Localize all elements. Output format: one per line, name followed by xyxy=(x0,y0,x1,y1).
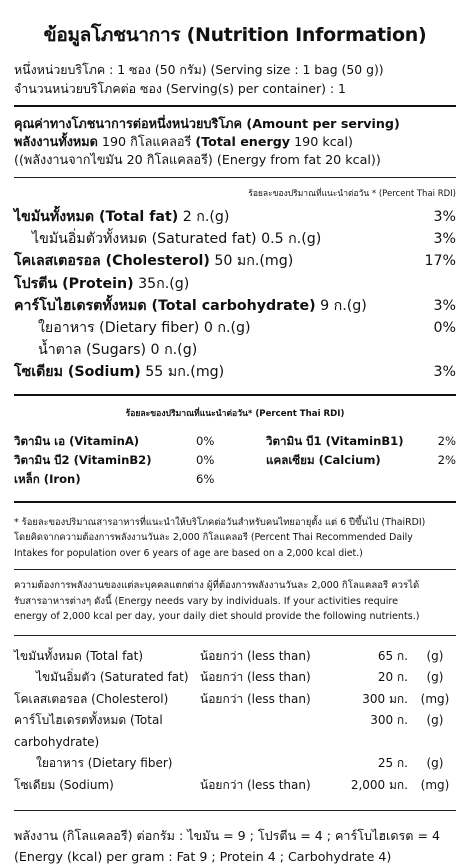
energy-label: พลังงานทั้งหมด xyxy=(14,134,98,149)
vitamin-name: วิตามิน เอ (VitaminA) xyxy=(14,433,140,448)
daily-value-val: 20 ก. xyxy=(377,670,408,685)
daily-value-cmp: น้อยกว่า (less than) xyxy=(200,691,311,706)
daily-value-unit: (g) xyxy=(426,670,444,685)
nutrient-percent: 17% xyxy=(424,253,456,270)
vitamin-percent xyxy=(428,470,456,489)
daily-value-cmp: น้อยกว่า (less than) xyxy=(200,648,311,663)
daily-value-row xyxy=(14,646,456,668)
servings-per-container: จำนวนหน่วยบริโภคต่อ ซอง (Serving(s) per container) : 1 xyxy=(14,81,346,96)
nutrient-name xyxy=(38,339,197,361)
nutrient-amount: 50 มก.(mg) xyxy=(209,253,294,270)
label-title: ข้อมูลโภชนาการ (Nutrition Information) xyxy=(43,24,427,46)
energy-per-gram-thai: พลังงาน (กิโลแคลอรี) ต่อกรัม : ไขมัน = 9 ; โปรตีน = 4 ; คาร์โบไฮเดรต = 4 xyxy=(14,828,441,844)
vitamin-name xyxy=(266,470,428,489)
nutrient-row xyxy=(14,317,456,339)
daily-value-val: 65 ก. xyxy=(377,648,408,663)
vitamin-table xyxy=(14,432,456,489)
daily-value-name: ใยอาหาร (Dietary fiber) xyxy=(36,756,173,771)
daily-value-row xyxy=(14,775,456,797)
vitamin-name: แคลเซียม (Calcium) xyxy=(266,452,381,467)
energy-value: 190 กิโลแคลอรี xyxy=(97,134,196,149)
daily-value-row xyxy=(14,753,456,775)
nutrient-row xyxy=(14,295,456,317)
nutrient-row xyxy=(14,228,456,250)
nutrient-amount: ไขมันอิ่มตัวทั้งหมด (Saturated fat) 0.5 ก.(g) xyxy=(32,231,322,248)
footnote-line: * ร้อยละของปริมาณสารอาหารที่แนะนำให้บริโภคต่อวันสำหรับคนไทยอายุตั้ง แต่ 6 ปีขึ้นไป (ThaiRDI) xyxy=(14,516,426,528)
nutrient-percent: 3% xyxy=(433,231,456,248)
vitamin-percent: 6% xyxy=(196,471,215,486)
amount-heading: คุณค่าทางโภชนาการต่อหนึ่งหน่วยบริโภค (Amount per serving) xyxy=(14,116,400,131)
vitamin-header: ร้อยละของปริมาณที่แนะนำต่อวัน* (Percent Thai RDI) xyxy=(14,394,456,420)
daily-value-unit: (g) xyxy=(426,648,444,663)
percent-rdi-header: ร้อยละของปริมาณที่แนะนำต่อวัน * (Percent Thai RDI) xyxy=(14,177,456,200)
energy-label-en: (Total energy xyxy=(195,134,291,149)
nutrient-row xyxy=(14,206,456,228)
nutrient-row xyxy=(14,361,456,383)
serving-size: หนึ่งหน่วยบริโภค : 1 ซอง (50 กรัม) (Serving size : 1 bag (50 g)) xyxy=(14,62,384,77)
nutrient-name xyxy=(14,250,293,272)
requirement-line: ความต้องการพลังงานของแต่ละบุคคลแตกต่าง ผู้ที่ต้องการพลังงานวันละ 2,000 กิโลแคลอรี ควรได้ xyxy=(14,580,420,592)
vitamin-percent: 0% xyxy=(196,452,215,467)
nutrient-name xyxy=(32,228,321,250)
daily-value-row xyxy=(14,710,456,753)
nutrient-label: โคเลสเตอรอล (Cholesterol) xyxy=(14,253,210,270)
nutrient-label: โซเดียม (Sodium) xyxy=(14,364,141,381)
energy-per-gram-en: (Energy (kcal) per gram : Fat 9 ; Protein 4 ; Carbohydrate 4) xyxy=(14,849,392,865)
nutrient-name xyxy=(14,273,189,295)
amount-per-serving xyxy=(14,105,456,169)
nutrient-percent: 3% xyxy=(433,209,456,225)
nutrient-amount: 2 ก.(g) xyxy=(178,209,230,225)
daily-value-val: 300 ก. xyxy=(370,713,408,728)
nutrient-percent: 3% xyxy=(433,297,456,314)
nutrient-name xyxy=(14,206,229,228)
daily-value-unit: (mg) xyxy=(420,691,450,706)
nutrient-amount: ใยอาหาร (Dietary fiber) 0 ก.(g) xyxy=(38,320,251,337)
daily-values-table xyxy=(14,635,456,797)
nutrient-amount: น้ำตาล (Sugars) 0 ก.(g) xyxy=(38,342,198,359)
daily-value-val: 2,000 มก. xyxy=(350,777,408,792)
serving-info xyxy=(14,60,456,98)
vitamin-name: วิตามิน บี1 (VitaminB1) xyxy=(266,433,404,448)
daily-value-name: โคเลสเตอรอล (Cholesterol) xyxy=(14,691,169,706)
daily-value-name: ไขมันอิ่มตัว (Saturated fat) xyxy=(36,670,189,685)
daily-value-row xyxy=(14,689,456,711)
footnote-line: Intakes for population over 6 years of age are based on a 2,000 kcal diet.) xyxy=(14,547,363,559)
nutrient-amount: 9 ก.(g) xyxy=(315,297,367,314)
daily-value-cmp xyxy=(200,753,324,775)
daily-value-unit: (g) xyxy=(426,713,444,728)
nutrient-row xyxy=(14,339,456,361)
energy-from-fat: ((พลังงานจากไขมัน 20 กิโลแคลอรี) (Energy from fat 20 kcal)) xyxy=(14,152,381,167)
rdi-footnote xyxy=(14,501,456,562)
nutrient-name xyxy=(14,361,224,383)
nutrient-amount: 55 มก.(mg) xyxy=(140,364,225,381)
nutrient-row xyxy=(14,273,456,295)
daily-value-val: 300 มก. xyxy=(362,691,408,706)
vitamin-percent: 2% xyxy=(437,452,456,467)
daily-value-unit: (mg) xyxy=(420,777,450,792)
daily-value-unit: (g) xyxy=(426,756,444,771)
vitamin-name: เหล็ก (Iron) xyxy=(14,471,81,486)
nutrient-percent: 3% xyxy=(433,364,456,381)
daily-value-cmp: น้อยกว่า (less than) xyxy=(200,670,311,685)
nutrient-row xyxy=(14,250,456,272)
energy-value-en: 190 kcal) xyxy=(290,134,353,149)
total-energy xyxy=(14,133,456,151)
nutrient-name xyxy=(38,317,251,339)
daily-value-name: คาร์โบไฮเดรตทั้งหมด (Total carbohydrate) xyxy=(14,713,163,749)
nutrient-label: ไขมันทั้งหมด (Total fat) xyxy=(14,209,179,225)
daily-value-cmp: น้อยกว่า (less than) xyxy=(200,777,311,792)
nutrient-percent: 0% xyxy=(433,320,456,337)
nutrient-label: คาร์โบไฮเดรตทั้งหมด (Total carbohydrate) xyxy=(14,297,316,314)
daily-value-name: โซเดียม (Sodium) xyxy=(14,777,114,792)
nutrient-name xyxy=(14,295,367,317)
energy-per-gram xyxy=(14,810,456,867)
nutrient-amount: 35ก.(g) xyxy=(133,275,190,292)
requirement-line: รับสารอาหารต่างๆ ดังนี้ (Energy needs vary by individuals. If your activities require xyxy=(14,595,399,607)
vitamin-percent: 2% xyxy=(437,433,456,448)
daily-value-name: ไขมันทั้งหมด (Total fat) xyxy=(14,648,144,663)
requirement-line: energy of 2,000 kcal per day, your daily diet should provide the following nutrients.) xyxy=(14,611,420,623)
footnote-line: โดยคิดจากความต้องการพลังงานวันละ 2,000 กิโลแคลอรี (Percent Thai Recommended Daily xyxy=(14,532,413,544)
daily-value-cmp xyxy=(200,710,324,753)
nutrient-table xyxy=(14,206,456,384)
nutrient-label: โปรตีน (Protein) xyxy=(14,275,134,292)
energy-requirement-note xyxy=(14,569,456,625)
daily-value-val: 25 ก. xyxy=(377,756,408,771)
vitamin-percent: 0% xyxy=(196,433,215,448)
daily-value-row xyxy=(14,667,456,689)
vitamin-name: วิตามิน บี2 (VitaminB2) xyxy=(14,452,152,467)
